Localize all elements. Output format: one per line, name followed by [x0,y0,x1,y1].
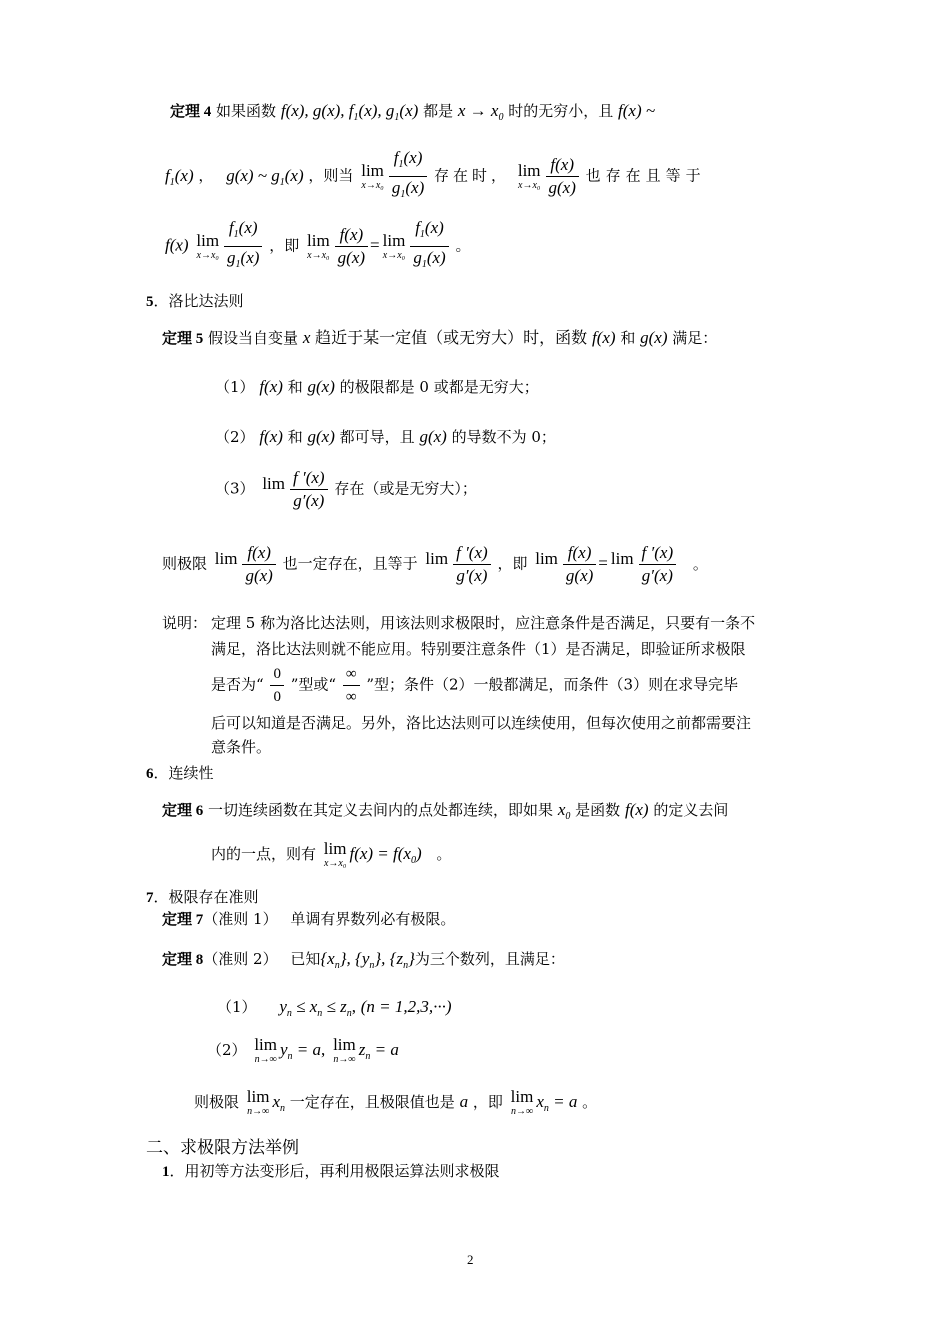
limit-operator: lim x→x₀ [323,839,347,869]
theorem-8-text: 已知 [290,950,321,968]
limit-operator: lim x→x₀ [307,230,330,261]
theorem-4-text: ，即 [269,236,300,255]
conclusion-text: ，即 [497,554,528,573]
fraction-f-over-g: $\frac{f(x)}{g(x)}$ [335,225,368,268]
theorem-4-text: 也存在且等于 [585,166,706,185]
condition-text: 和 [287,378,303,396]
limit-operator: lim x→x₀ [382,230,406,261]
note-line-2 [211,638,746,661]
section-number: 5 [146,294,154,310]
theorem-5-text: 趋近于某一定值（或无穷大）时，函数 [315,328,588,347]
fraction-f1-over-g1: $\frac{f_1(x)}{g_1(x)}$ [389,148,427,205]
math-f-g-f1-g1: f(x), g(x), $f_1(x)$, $g_1(x)$ [280,101,419,123]
theorem-6-label: 定理 6 [162,803,204,819]
note-text: 意条件。 [211,738,272,756]
note-line-1 [211,612,755,635]
math-sequences: $\{x_n\}$, $\{y_n\}$, $\{z_n\}$ [320,949,415,971]
theorem-8 [162,946,565,974]
page-number: 2 [467,1252,474,1267]
section-number: 7 [146,890,154,906]
math-x-to-x0: $x \to x_0$ [457,101,504,123]
theorem-5-intro: 定理 5 假设当自变量 x 趋近于某一定值（或无穷大）时，函数 f(x) 和 g(x) 满足： [162,328,718,347]
section-6-heading: 6．连续性 [146,764,214,782]
theorem-4-text: 如果函数 [216,102,277,120]
theorem-8-condition-1: （1） $y_n \le x_n \le z_n$, (n = 1,2,3,···) [217,997,452,1019]
theorem-8-label: 定理 8 [162,952,204,968]
note-text: ”型；条件（2）一般都满足，而条件（3）则在求导完毕 [366,675,739,694]
theorem-8-conclusion: 则极限 lim n→∞ $x_n$ 一定存在，且极限值也是 a ，即 lim n→∞ $x_n = a$ 。 [194,1087,598,1117]
theorem-7 [162,908,455,932]
fraction-fprime-over-gprime: $\frac{f '(x)}{g'(x)}$ [639,543,677,586]
note-label-text: 说明： [162,614,208,632]
fraction-f1-over-g1: $\frac{f_1(x)}{g_1(x)}$ [410,218,448,275]
theorem-6-text: 是函数 [575,801,621,819]
part-2-heading [146,1133,299,1158]
rule-label: （准则 2） [203,950,278,968]
fraction-zero-over-zero: $\frac{0}{0}$ [270,664,284,707]
fraction-fprime-over-gprime: $\frac{f '(x)}{g'(x)}$ [290,468,328,511]
rule-label: （准则 1） [203,910,278,928]
theorem-7-text: 单调有界数列必有极限。 [290,910,456,928]
limit-operator: lim n→∞ [333,1035,356,1065]
theorem-4-line-2 [165,148,706,205]
condition-text: 的极限都是 0 或都是无穷大； [339,378,539,396]
theorem-4-line-3: f(x) lim x→x₀ $\frac{f_1(x)}{g_1(x)}$ ，即 lim x→x₀ $\frac{f(x)}{g(x)}$ = lim x→x₀ $\frac{f_1(x)}{g_1(x)}$ 。 [165,218,470,275]
fraction-f1-over-g1: $\frac{f_1(x)}{g_1(x)}$ [224,218,262,275]
section-number: 6 [146,766,154,782]
theorem-4-text: ，则当 [308,166,354,185]
conclusion-text: 也一定存在，且等于 [282,554,418,573]
limit-operator: lim [214,548,238,568]
section-7-heading: 7．极限存在准则 [146,888,259,906]
item-number: 1 [162,1164,170,1180]
section-title: 连续性 [168,764,214,782]
condition-number: （1） [215,378,255,396]
theorem-4-text: 存在时， [434,166,511,185]
note-text: 定理 5 称为洛比达法则，用该法则求极限时，应注意条件是否满足，只要有一条不 [211,614,756,632]
theorem-4-text: 都是 [423,102,454,120]
theorem-6-line-2: 内的一点，则有 lim x→x₀ $f(x) = f(x_0)$ 。 [211,839,452,869]
limit-operator: lim x→x₀ [517,160,541,191]
section-title: 极限存在准则 [168,888,259,906]
section-5-heading: 5．洛比达法则 [146,292,244,310]
conclusion-text: 。 [692,554,708,573]
part-title: 二、求极限方法举例 [146,1138,299,1158]
theorem-5-condition-2: （2） f(x) 和 g(x) 都可导，且 g(x) 的导数不为 0； [215,427,556,446]
conclusion-text: ，即 [472,1093,503,1111]
math-f: f(x) [165,235,189,255]
theorem-6-text: 的定义去间 [653,801,729,819]
note-text: 满足，洛比达法则就不能应用。特别要注意条件（1）是否满足，即验证所求极限 [211,640,746,658]
fraction-f-over-g: $\frac{f(x)}{g(x)}$ [546,155,579,198]
note-label [162,612,207,635]
limit-operator: lim n→∞ [246,1087,270,1117]
note-line-3 [211,664,738,707]
fraction-f-over-g: $\frac{f(x)}{g(x)}$ [563,543,596,586]
theorem-5-condition-1: （1） f(x) 和 g(x) 的极限都是 0 或都是无穷大； [215,377,539,396]
limit-operator: lim x→x₀ [361,160,384,191]
note-line-4 [211,712,751,735]
theorem-5-label: 定理 5 [162,331,204,347]
math-index-range: (n = 1,2,3,···) [360,997,452,1016]
theorem-4-text: ， [198,166,214,185]
condition-text: 存在（或是无穷大）； [334,479,477,498]
limit-operator: lim [535,548,558,568]
theorem-8-condition-2: （2） lim n→∞ $y_n = a$, lim n→∞ $z_n = a$ [207,1035,399,1065]
theorem-5-text: 满足： [672,329,718,347]
theorem-5-text: 假设当自变量 [208,329,299,347]
theorem-6-text: 内的一点，则有 [211,845,317,863]
conclusion-text: 则极限 [194,1093,240,1111]
theorem-5-conclusion: 则极限 lim $\frac{f(x)}{g(x)}$ 也一定存在，且等于 lim $\frac{f '(x)}{g'(x)}$ ，即 lim $\frac{f(x)}{g(x)}$ = lim $\frac{f '(x)}{g'(x)}$ 。 [162,543,708,585]
conclusion-text: 则极限 [162,554,208,573]
conclusion-text: 一定存在，且极限值也是 [289,1093,455,1111]
condition-text: 的导数不为 0； [451,428,556,446]
theorem-4-label: 定理 4 [170,104,212,120]
theorem-8-text: 为三个数列，且满足： [414,950,565,968]
limit-operator: lim x→x₀ [196,230,220,261]
math-f-equiv: f(x) ~ [618,101,656,120]
note-text: ”型或“ [290,675,337,694]
theorem-5-text: 和 [620,329,636,347]
math-f1: $f_1(x)$ [165,165,194,188]
conclusion-text: 。 [582,1093,598,1111]
item-text: 用初等方法变形后，再利用极限运算法则求极限 [184,1162,500,1180]
note-text: 是否为“ [211,675,264,694]
note-line-5 [211,736,271,759]
condition-number: （3） [215,479,255,498]
condition-number: （2） [207,1041,247,1059]
theorem-4-text: 。 [455,236,471,255]
math-g-equiv-g1: g(x) ~ $g_1(x)$ [226,165,304,188]
item-1: 1．用初等方法变形后，再利用极限运算法则求极限 [162,1162,500,1180]
condition-number: （2） [215,428,255,446]
condition-text: 和 [287,428,303,446]
theorem-4-line-1 [170,98,655,126]
condition-number: （1） [217,998,257,1016]
math-squeeze: $y_n \le x_n \le z_n$ [279,997,352,1019]
fraction-f-over-g: $\frac{f(x)}{g(x)}$ [242,543,275,586]
section-title: 洛比达法则 [168,292,244,310]
note-text: 后可以知道是否满足。另外，洛比达法则可以连续使用，但每次使用之前都需要注 [211,714,752,732]
limit-operator: lim n→∞ [510,1087,534,1117]
theorem-6-text: 。 [436,845,452,863]
theorem-6-line-1: 定理 6 一切连续函数在其定义去间内的点处都连续，即如果 $x_0$ 是函数 f(x) 的定义去间 [162,800,729,822]
limit-operator: lim [610,548,634,568]
theorem-4-text: 时的无穷小，且 [508,102,614,120]
fraction-fprime-over-gprime: $\frac{f '(x)}{g'(x)}$ [453,543,491,586]
condition-text: 都可导，且 [339,428,415,446]
theorem-7-label: 定理 7 [162,912,204,928]
limit-operator: lim [262,473,285,493]
fraction-inf-over-inf: ∞ ∞ [343,664,360,707]
theorem-5-condition-3 [215,468,477,511]
theorem-6-text: 一切连续函数在其定义去间内的点处都连续，即如果 [208,801,554,819]
limit-operator: lim n→∞ [254,1035,277,1065]
limit-operator: lim [425,548,449,568]
